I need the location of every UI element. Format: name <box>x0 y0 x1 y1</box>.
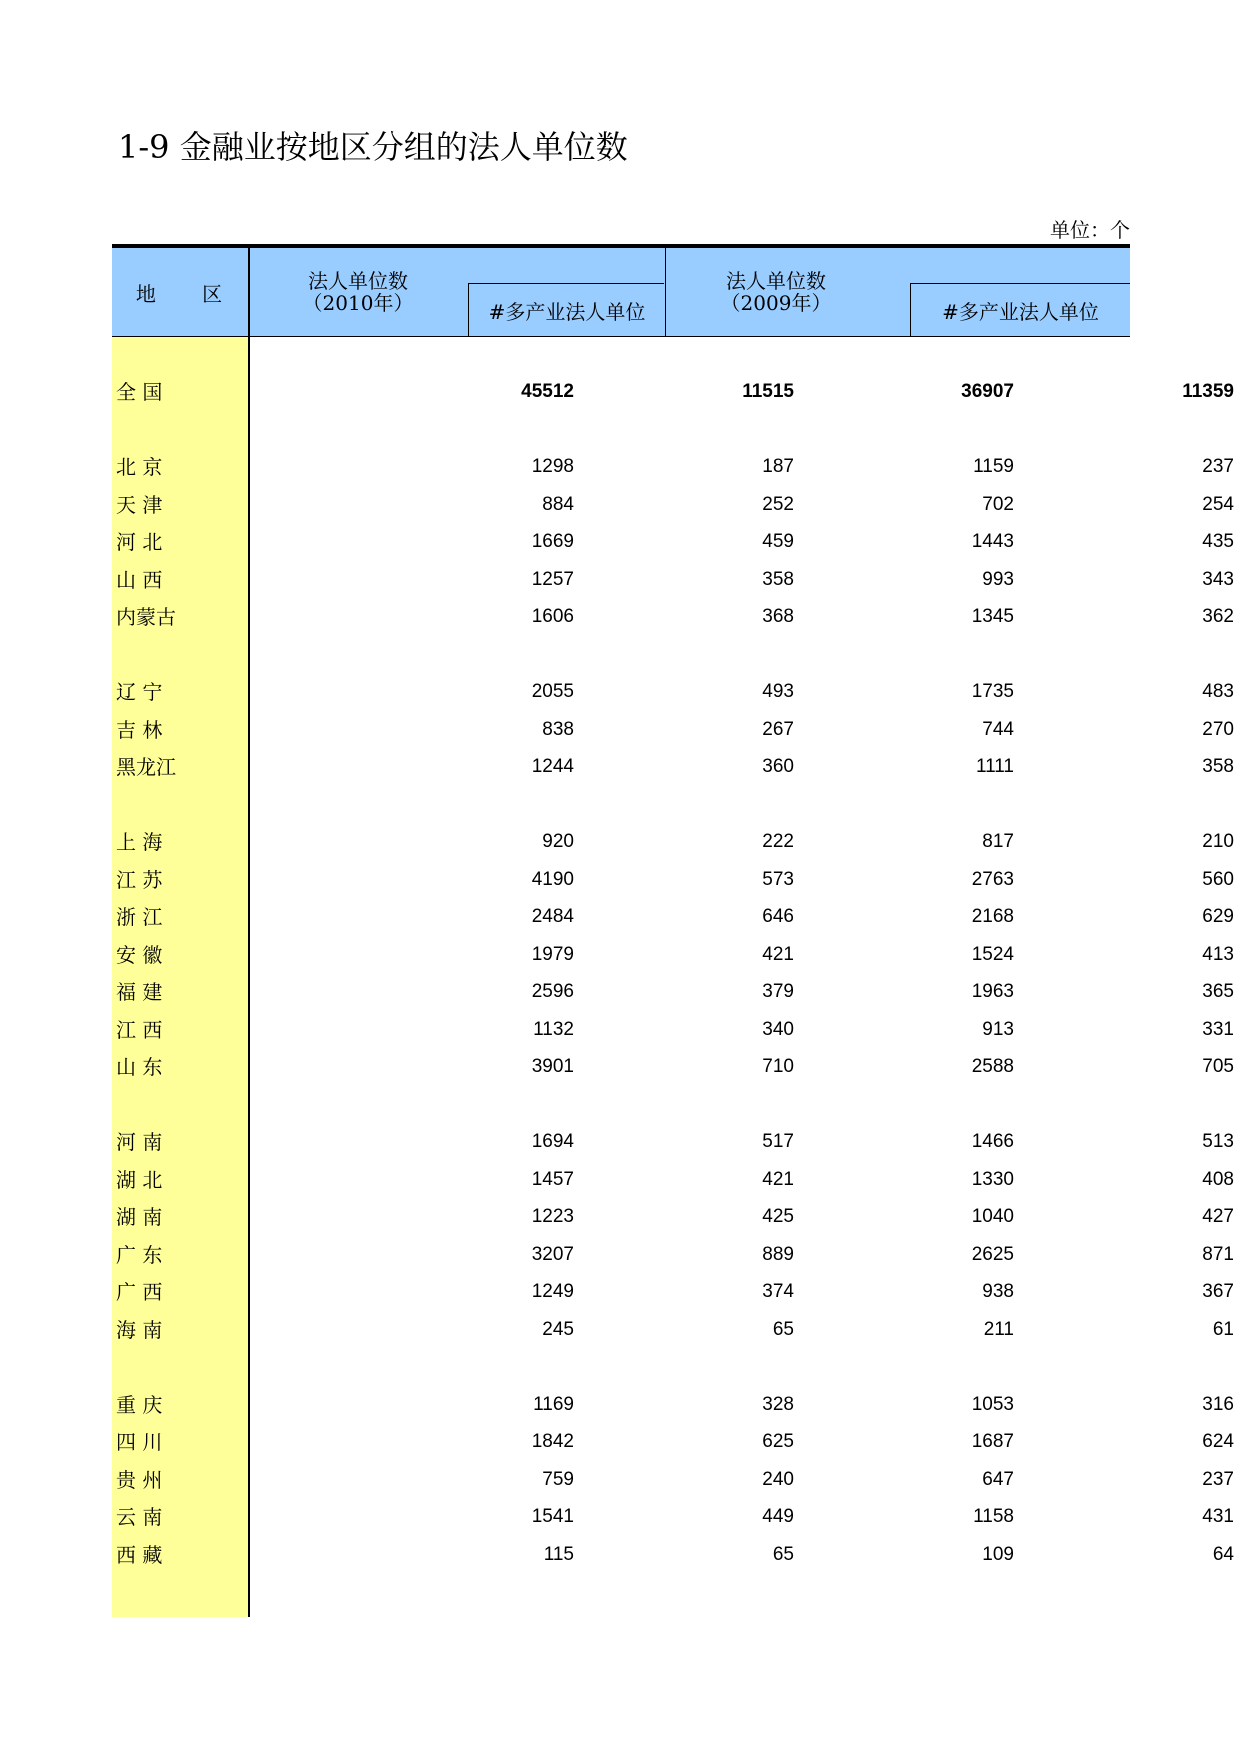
multi-2009: 358 <box>1202 756 1234 777</box>
multi-2010: 421 <box>762 943 794 965</box>
table-body <box>112 337 1234 1617</box>
value-2010: 1541 <box>531 1506 574 1527</box>
multi-2010: 328 <box>762 1393 794 1415</box>
value-2009: 817 <box>982 831 1014 852</box>
value-2010: 884 <box>542 493 574 515</box>
region-name: 吉 林 <box>116 717 163 742</box>
table-row <box>112 490 1234 520</box>
multi-2009: 871 <box>1202 1243 1234 1265</box>
header-2010-line2: （2010年） <box>302 291 414 315</box>
multi-2010: 187 <box>762 456 794 477</box>
multi-2010: 65 <box>772 1318 794 1340</box>
multi-2010: 240 <box>762 1468 794 1490</box>
table-row <box>112 827 1234 857</box>
multi-2009: 210 <box>1202 831 1234 852</box>
region-name: 福 建 <box>116 980 163 1004</box>
header-2009-subrule <box>910 283 1130 284</box>
table-row <box>112 1390 1234 1420</box>
region-name: 北 京 <box>116 455 163 479</box>
table-row <box>112 902 1234 932</box>
table-row <box>112 602 1234 632</box>
multi-2010: 493 <box>762 681 794 702</box>
header-region: 地 区 <box>135 281 243 306</box>
region-name: 西 藏 <box>116 1542 163 1567</box>
region-name: 河 北 <box>116 530 163 554</box>
multi-2010: 368 <box>762 606 794 627</box>
value-2009: 1735 <box>971 681 1014 702</box>
table-row <box>112 1277 1234 1307</box>
multi-2010: 379 <box>762 981 794 1002</box>
region-name: 全 国 <box>116 380 163 404</box>
region-name: 山 东 <box>116 1055 163 1079</box>
header-2010-subrule <box>468 283 664 284</box>
header-2009-line2: （2009年） <box>720 291 832 315</box>
multi-2009: 237 <box>1202 1468 1234 1490</box>
region-name: 安 徽 <box>116 942 163 967</box>
value-2009: 1111 <box>975 756 1014 777</box>
region-name: 重 庆 <box>116 1392 163 1417</box>
multi-2009: 483 <box>1202 681 1234 702</box>
region-name: 贵 州 <box>116 1467 163 1492</box>
multi-2010: 421 <box>762 1168 794 1190</box>
table-row <box>112 452 1234 482</box>
value-2009: 1040 <box>971 1206 1014 1227</box>
header-2009-sub: #多产业法人单位 <box>942 300 1099 324</box>
multi-2009: 270 <box>1202 718 1234 740</box>
multi-2010: 425 <box>762 1206 794 1227</box>
value-2009: 1158 <box>973 1506 1014 1527</box>
multi-2009: 331 <box>1202 1018 1234 1040</box>
multi-2009: 413 <box>1202 943 1234 965</box>
multi-2010: 374 <box>762 1281 794 1302</box>
value-2010: 1606 <box>531 606 574 627</box>
value-2010: 1132 <box>533 1018 574 1040</box>
multi-2009: 316 <box>1202 1393 1234 1415</box>
region-name: 云 南 <box>116 1505 163 1529</box>
value-2010: 1842 <box>531 1431 574 1452</box>
table-header <box>112 248 1130 336</box>
value-2009: 1466 <box>971 1131 1014 1152</box>
region-name: 河 南 <box>116 1130 163 1154</box>
multi-2009: 431 <box>1202 1506 1234 1527</box>
value-2009: 2168 <box>971 906 1014 927</box>
region-name: 黑龙江 <box>116 755 176 779</box>
multi-2010: 459 <box>762 531 794 552</box>
value-2010: 245 <box>542 1318 574 1340</box>
value-2009: 1053 <box>971 1393 1014 1415</box>
multi-2009: 629 <box>1202 906 1234 927</box>
value-2009: 1963 <box>971 981 1014 1002</box>
multi-2010: 573 <box>762 868 794 890</box>
table-row <box>112 677 1234 707</box>
multi-2009: 11359 <box>1182 381 1234 402</box>
value-2009: 36907 <box>961 381 1014 402</box>
value-2009: 109 <box>982 1543 1014 1565</box>
value-2009: 2588 <box>971 1056 1014 1077</box>
value-2010: 2596 <box>531 981 574 1002</box>
value-2009: 2625 <box>971 1243 1014 1265</box>
multi-2010: 267 <box>762 718 794 740</box>
multi-2009: 513 <box>1202 1131 1234 1152</box>
value-2009: 938 <box>982 1281 1014 1302</box>
region-name: 江 西 <box>116 1017 163 1042</box>
table-row <box>112 1127 1234 1157</box>
multi-2010: 222 <box>762 831 794 852</box>
table-row <box>112 1015 1234 1045</box>
value-2009: 1159 <box>973 456 1014 477</box>
multi-2009: 362 <box>1202 606 1234 627</box>
value-2010: 2484 <box>531 906 574 927</box>
table-row <box>112 1315 1234 1345</box>
table-row <box>112 752 1234 782</box>
multi-2010: 625 <box>762 1431 794 1452</box>
page-title: 1-9 金融业按地区分组的法人单位数 <box>118 128 628 166</box>
region-name: 浙 江 <box>116 905 163 929</box>
table-row <box>112 1502 1234 1532</box>
value-2009: 647 <box>982 1468 1014 1490</box>
value-2010: 1669 <box>531 531 574 552</box>
header-2010-title <box>250 270 466 314</box>
region-name: 湖 北 <box>116 1167 163 1192</box>
multi-2009: 560 <box>1202 868 1234 890</box>
value-2010: 1223 <box>531 1206 574 1227</box>
header-2010-sub: #多产业法人单位 <box>488 300 646 324</box>
table-row <box>112 865 1234 895</box>
unit-label: 单位：个 <box>1050 218 1130 242</box>
value-2010: 4190 <box>531 868 574 890</box>
table-row <box>112 977 1234 1007</box>
value-2009: 1330 <box>971 1168 1014 1190</box>
table-row <box>112 565 1234 595</box>
multi-2009: 624 <box>1202 1431 1234 1452</box>
header-2010-line1: 法人单位数 <box>308 269 408 293</box>
table-row <box>112 940 1234 970</box>
multi-2010: 340 <box>762 1018 794 1040</box>
value-2009: 211 <box>983 1318 1014 1340</box>
region-name: 湖 南 <box>116 1205 163 1229</box>
table-row <box>112 527 1234 557</box>
multi-2009: 365 <box>1202 981 1234 1002</box>
value-2009: 702 <box>982 493 1014 515</box>
multi-2010: 358 <box>762 568 794 590</box>
value-2009: 1687 <box>971 1431 1014 1452</box>
multi-2010: 646 <box>762 906 794 927</box>
multi-2009: 64 <box>1212 1543 1234 1565</box>
multi-2009: 408 <box>1202 1168 1234 1190</box>
multi-2010: 252 <box>762 493 794 515</box>
header-2009-line1: 法人单位数 <box>726 269 826 293</box>
value-2010: 1249 <box>531 1281 574 1302</box>
region-name: 辽 宁 <box>116 680 163 704</box>
multi-2009: 254 <box>1202 493 1234 515</box>
value-2009: 744 <box>982 718 1014 740</box>
table-row <box>112 1540 1234 1570</box>
region-name: 海 南 <box>116 1317 163 1342</box>
value-2009: 2763 <box>971 868 1014 890</box>
table-row <box>112 1202 1234 1232</box>
value-2010: 115 <box>543 1543 574 1565</box>
region-name: 广 西 <box>116 1280 163 1304</box>
multi-2010: 360 <box>762 756 794 777</box>
table-row <box>112 1465 1234 1495</box>
table-row <box>112 1427 1234 1457</box>
value-2010: 1257 <box>531 568 574 590</box>
multi-2009: 435 <box>1202 531 1234 552</box>
value-2009: 1443 <box>971 531 1014 552</box>
region-name: 广 东 <box>116 1242 163 1267</box>
value-2009: 1345 <box>971 606 1014 627</box>
multi-2009: 367 <box>1202 1281 1234 1302</box>
multi-2010: 710 <box>762 1056 794 1077</box>
value-2010: 838 <box>542 718 574 740</box>
value-2010: 3901 <box>531 1056 574 1077</box>
region-name: 天 津 <box>116 492 163 517</box>
value-2010: 1979 <box>531 943 574 965</box>
value-2010: 45512 <box>521 381 574 402</box>
multi-2009: 705 <box>1202 1056 1234 1077</box>
region-name: 江 苏 <box>116 867 163 892</box>
region-name: 山 西 <box>116 567 163 592</box>
multi-2010: 65 <box>772 1543 794 1565</box>
multi-2009: 237 <box>1202 456 1234 477</box>
multi-2010: 449 <box>762 1506 794 1527</box>
table-row <box>112 715 1234 745</box>
value-2010: 1457 <box>531 1168 574 1190</box>
value-2010: 1694 <box>531 1131 574 1152</box>
value-2009: 913 <box>982 1018 1014 1040</box>
header-2009-title <box>666 270 886 314</box>
value-2010: 920 <box>542 831 574 852</box>
value-2010: 759 <box>542 1468 574 1490</box>
multi-2009: 427 <box>1202 1206 1234 1227</box>
multi-2010: 11515 <box>742 381 794 402</box>
table-row <box>112 1165 1234 1195</box>
value-2009: 993 <box>982 568 1014 590</box>
table-row-total <box>112 377 1234 407</box>
multi-2010: 889 <box>762 1243 794 1265</box>
value-2010: 1169 <box>533 1393 574 1415</box>
region-name: 四 川 <box>116 1430 163 1454</box>
value-2010: 3207 <box>531 1243 574 1265</box>
multi-2010: 517 <box>762 1131 794 1152</box>
value-2010: 1244 <box>531 756 574 777</box>
region-name: 上 海 <box>116 830 163 854</box>
value-2010: 2055 <box>531 681 574 702</box>
multi-2009: 61 <box>1212 1318 1234 1340</box>
region-name: 内蒙古 <box>116 605 176 629</box>
value-2009: 1524 <box>971 943 1014 965</box>
table-row <box>112 1052 1234 1082</box>
table-row <box>112 1240 1234 1270</box>
multi-2009: 343 <box>1202 568 1234 590</box>
value-2010: 1298 <box>531 456 574 477</box>
